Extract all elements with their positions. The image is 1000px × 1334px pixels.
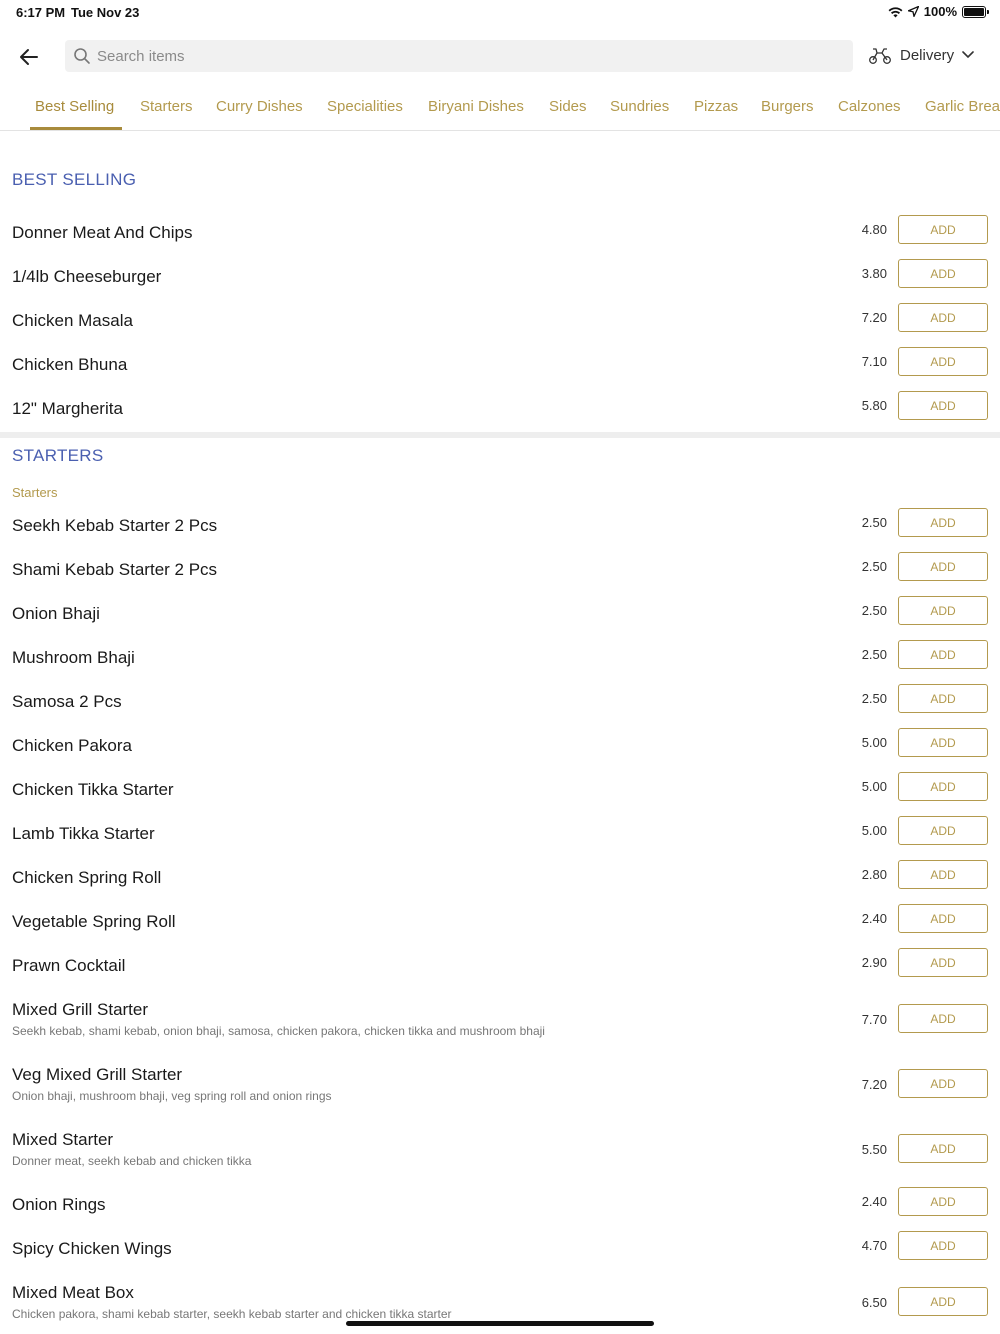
location-arrow-icon [908,6,919,17]
add-button[interactable]: ADD [898,259,988,288]
add-button[interactable]: ADD [898,1134,988,1163]
add-button[interactable]: ADD [898,728,988,757]
scooter-icon [868,45,892,65]
battery-percentage: 100% [923,4,957,19]
add-button[interactable]: ADD [898,1231,988,1260]
item-name: Chicken Masala [12,311,133,330]
section-title-starters: STARTERS [12,446,104,465]
item-description: Donner meat, seekh kebab and chicken tikka [12,1154,252,1168]
item-description: Onion bhaji, mushroom bhaji, veg spring roll and onion rings [12,1089,332,1103]
item-name: Chicken Spring Roll [12,868,162,887]
add-button[interactable]: ADD [898,347,988,376]
item-name: 1/4lb Cheeseburger [12,267,162,286]
item-price: 6.50 [861,1295,887,1310]
item-name: Samosa 2 Pcs [12,692,122,711]
item-price: 5.00 [861,779,887,794]
item-price: 2.50 [861,647,887,662]
item-price: 5.50 [861,1142,887,1157]
tab-sides[interactable]: Sides [549,98,587,115]
tab-sundries[interactable]: Sundries [610,98,670,115]
status-indicators [888,4,986,19]
tab-specialities[interactable]: Specialities [327,98,403,115]
item-price: 7.20 [861,1077,887,1092]
item-price: 2.80 [861,867,887,882]
add-button[interactable]: ADD [898,1004,988,1033]
add-button[interactable]: ADD [898,596,988,625]
wifi-icon [888,6,903,18]
add-button[interactable]: ADD [898,684,988,713]
item-name: Mixed Grill Starter [12,1000,149,1019]
item-price: 5.80 [861,398,887,413]
tab-garlic-brea[interactable]: Garlic Brea [925,98,1000,115]
add-button[interactable]: ADD [898,640,988,669]
add-button[interactable]: ADD [898,508,988,537]
item-price: 2.40 [861,1194,887,1209]
add-button[interactable]: ADD [898,391,988,420]
item-name: Prawn Cocktail [12,956,126,975]
item-price: 7.70 [861,1012,887,1027]
add-button[interactable]: ADD [898,860,988,889]
item-price: 5.00 [861,735,887,750]
tab-burgers[interactable]: Burgers [761,98,814,115]
item-price: 2.50 [861,515,887,530]
item-name: 12" Margherita [12,399,123,418]
item-description: Seekh kebab, shami kebab, onion bhaji, samosa, chicken pakora, chicken tikka and mushroom bhaji [12,1024,545,1038]
item-name: Mixed Starter [12,1130,114,1149]
active-tab-indicator [30,127,122,130]
item-name: Mixed Meat Box [12,1283,134,1302]
item-name: Donner Meat And Chips [12,223,193,242]
search-bar[interactable] [65,40,853,72]
battery-icon [962,6,986,18]
item-price: 2.90 [861,955,887,970]
item-price: 2.40 [861,911,887,926]
item-price: 2.50 [861,603,887,618]
item-name: Onion Rings [12,1195,106,1214]
item-price: 7.20 [861,310,887,325]
add-button[interactable]: ADD [898,215,988,244]
home-indicator [346,1321,654,1326]
section-subtitle-starters: Starters [12,485,58,500]
item-price: 3.80 [861,266,887,281]
tab-biryani-dishes[interactable]: Biryani Dishes [428,98,524,115]
delivery-selector[interactable] [868,45,974,65]
tab-calzones[interactable]: Calzones [838,98,901,115]
item-name: Shami Kebab Starter 2 Pcs [12,560,218,579]
item-description: Chicken pakora, shami kebab starter, seekh kebab starter and chicken tikka starter [12,1307,452,1321]
item-name: Veg Mixed Grill Starter [12,1065,183,1084]
tab-curry-dishes[interactable]: Curry Dishes [216,98,303,115]
item-name: Chicken Bhuna [12,355,128,374]
item-name: Mushroom Bhaji [12,648,135,667]
item-price: 2.50 [861,559,887,574]
item-price: 4.70 [861,1238,887,1253]
delivery-label: Delivery [900,46,955,64]
item-price: 4.80 [861,222,887,237]
tab-best-selling[interactable]: Best Selling [35,98,115,115]
search-input[interactable] [97,48,797,65]
item-name: Lamb Tikka Starter [12,824,155,843]
header [0,40,1000,74]
section-divider [0,432,1000,438]
item-name: Vegetable Spring Roll [12,912,176,931]
item-name: Chicken Pakora [12,736,133,755]
item-price: 5.00 [861,823,887,838]
tab-starters[interactable]: Starters [140,98,193,115]
add-button[interactable]: ADD [898,303,988,332]
back-arrow-icon[interactable] [16,44,42,70]
add-button[interactable]: ADD [898,1187,988,1216]
add-button[interactable]: ADD [898,772,988,801]
item-name: Spicy Chicken Wings [12,1239,172,1258]
add-button[interactable]: ADD [898,552,988,581]
tab-pizzas[interactable]: Pizzas [694,98,739,115]
item-price: 7.10 [861,354,887,369]
add-button[interactable]: ADD [898,816,988,845]
item-name: Seekh Kebab Starter 2 Pcs [12,516,218,535]
add-button[interactable]: ADD [898,904,988,933]
status-time: 6:17 PM [16,5,66,20]
chevron-down-icon [962,51,974,59]
category-tabs [0,86,1000,131]
status-bar [0,0,1000,24]
add-button[interactable]: ADD [898,948,988,977]
status-date: Tue Nov 23 [71,5,140,20]
item-name: Chicken Tikka Starter [12,780,174,799]
section-title-best-selling: BEST SELLING [12,170,137,189]
item-name: Onion Bhaji [12,604,100,623]
add-button[interactable]: ADD [898,1069,988,1098]
add-button[interactable]: ADD [898,1287,988,1316]
search-icon [73,47,91,65]
item-price: 2.50 [861,691,887,706]
